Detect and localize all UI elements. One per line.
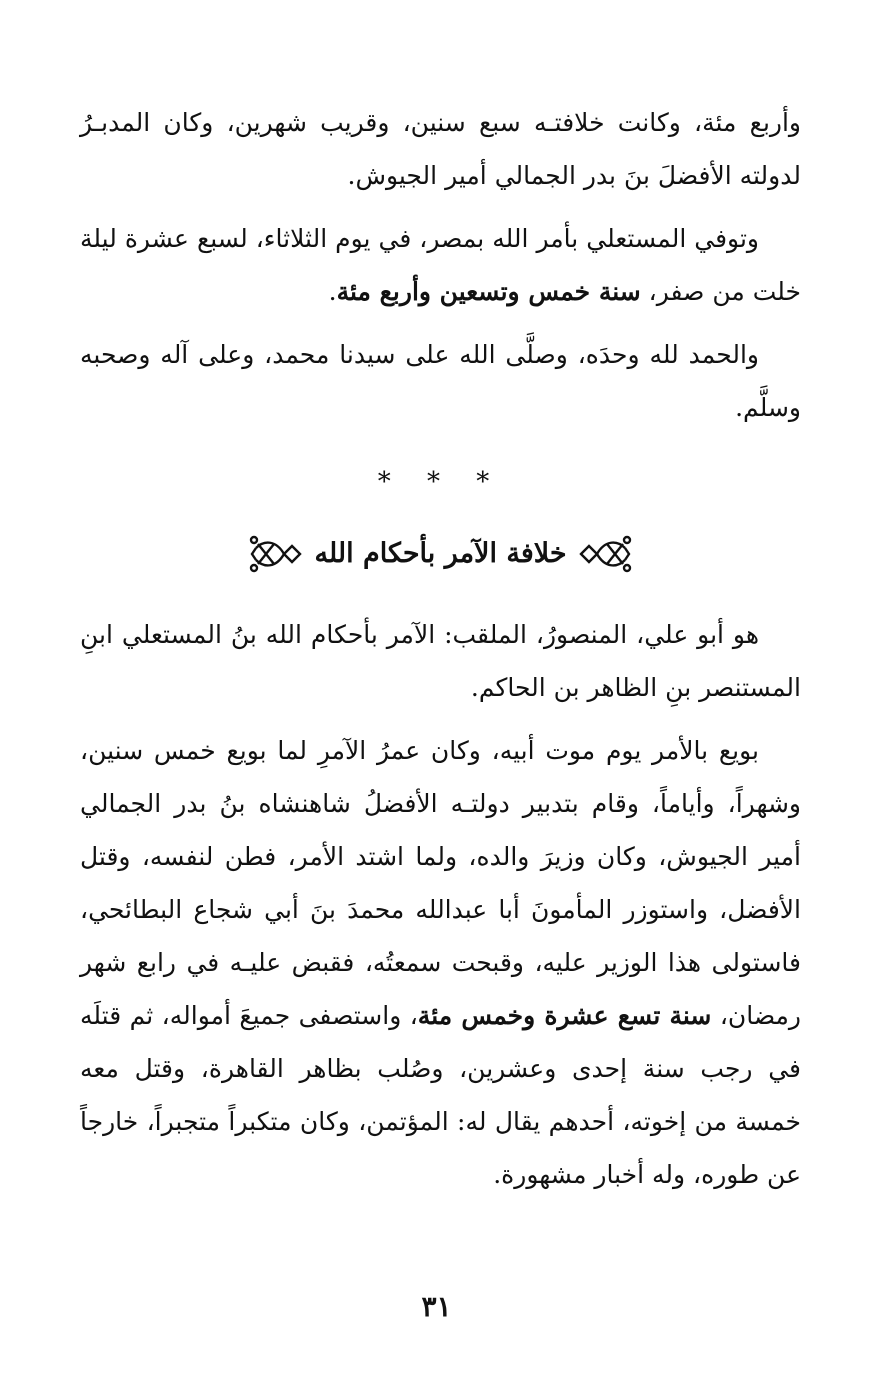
paragraph-lineage: [80, 608, 801, 714]
arabesque-ornament-icon: [248, 532, 304, 576]
text-run: بويع بالأمر يوم موت أبيه، وكان عمرُ الآمرِ لما بويع خمس سنين، وشهراً، وأياماً، وقام بتدبير دولتـه الأفضلُ شاهنشاه بنُ بدر الجمالي أمير الجيوش، وكان وزيرَ والده، ولما اشتد الأمر، فطن لنفسه، وقتل الأفضل، واستوزر المأمونَ أبا عبدالله محمدَ بنَ أبي شجاع البطائحي، فاستولى هذا الوزير عليه، وقبحت سمعتُه، فقبض عليـه في رابع شهر رمضان،: [80, 736, 802, 1030]
text-line: خلت من صفر،: [640, 277, 801, 306]
bold-date: سنة تسع عشرة وخمس مئة: [417, 1001, 712, 1030]
text-line: والحمد لله وحدَه، وصلَّى الله على سيدنا محمد، وعلى آله وصحبه: [80, 340, 759, 369]
section-separator: * * *: [377, 467, 504, 497]
bold-date: سنة خمس وتسعين وأربع مئة: [336, 277, 641, 306]
text-line: وتوفي المستعلي بأمر الله بمصر، في يوم الثلاثاء، لسبع عشرة ليلة: [80, 224, 759, 253]
chapter-heading: [80, 526, 801, 582]
text-line: وسلَّم.: [735, 393, 801, 422]
text-line: .: [328, 277, 337, 306]
arabesque-ornament-icon: [577, 532, 633, 576]
text-line: وأربع مئة، وكانت خلافتـه سبع سنين، وقريب شهرين، وكان المدبـرُ: [80, 108, 801, 137]
text-line: هو أبو علي، المنصورُ، الملقب: الآمر بأحكام الله بنُ المستعلي: [121, 620, 759, 649]
page-number: ٣١: [421, 1290, 452, 1323]
paragraph-praise: [80, 328, 801, 434]
paragraph-death: [80, 212, 801, 318]
page-body: [80, 96, 801, 1333]
chapter-title: خلافة الآمر بأحكام الله: [314, 538, 567, 569]
paragraph-caliphate-end: [80, 96, 801, 202]
text-line: ابنِ المستنصر بنِ الظاهر بن الحاكم.: [80, 620, 801, 702]
paragraph-reign: [80, 724, 801, 1201]
text-line: لدولته الأفضلَ بنَ بدر الجمالي أمير الجيوش.: [347, 161, 801, 190]
text-run: ، واستصفى جميعَ أمواله، ثم قتلَه في رجب سنة إحدى وعشرين، وصُلب بظاهر القاهرة، وقتل معه خمسة من إخوته، أحدهم يقال له: المؤتمن، وكان متكبراً متجبراً، خارجاً عن طوره، وله أخبار مشهورة.: [80, 1001, 801, 1189]
